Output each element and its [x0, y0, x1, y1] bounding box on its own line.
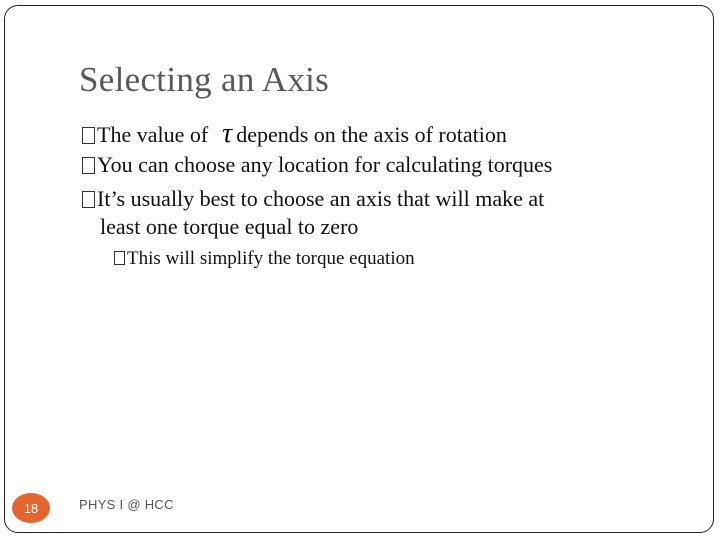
box-bullet-icon [82, 127, 95, 144]
sub-bullet-simplify [114, 248, 415, 270]
box-bullet-icon [82, 157, 95, 174]
bullet-text-after: depends on the axis of rotation [236, 122, 507, 147]
bullet-value-of-tau [82, 118, 507, 150]
bullet-text-before: The value of [97, 122, 209, 147]
bullet-text: least one torque equal to zero [100, 214, 359, 239]
sub-bullet-text: This will simplify the torque equation [127, 248, 415, 269]
slide-title: Selecting an Axis [79, 60, 330, 99]
bullet-choose-location [82, 152, 552, 178]
box-bullet-icon [82, 191, 95, 208]
slide-number-badge: 18 [12, 493, 50, 523]
tau-symbol: τ [222, 118, 233, 149]
footer-text: PHYS I @ HCC [79, 497, 174, 512]
bullet-text: You can choose any location for calculating torques [97, 152, 553, 177]
bullet-best-axis [82, 186, 544, 212]
bullet-text: It’s usually best to choose an axis that will make at [97, 186, 545, 211]
bullet-best-axis-continuation [100, 214, 358, 240]
box-bullet-icon [114, 251, 125, 265]
